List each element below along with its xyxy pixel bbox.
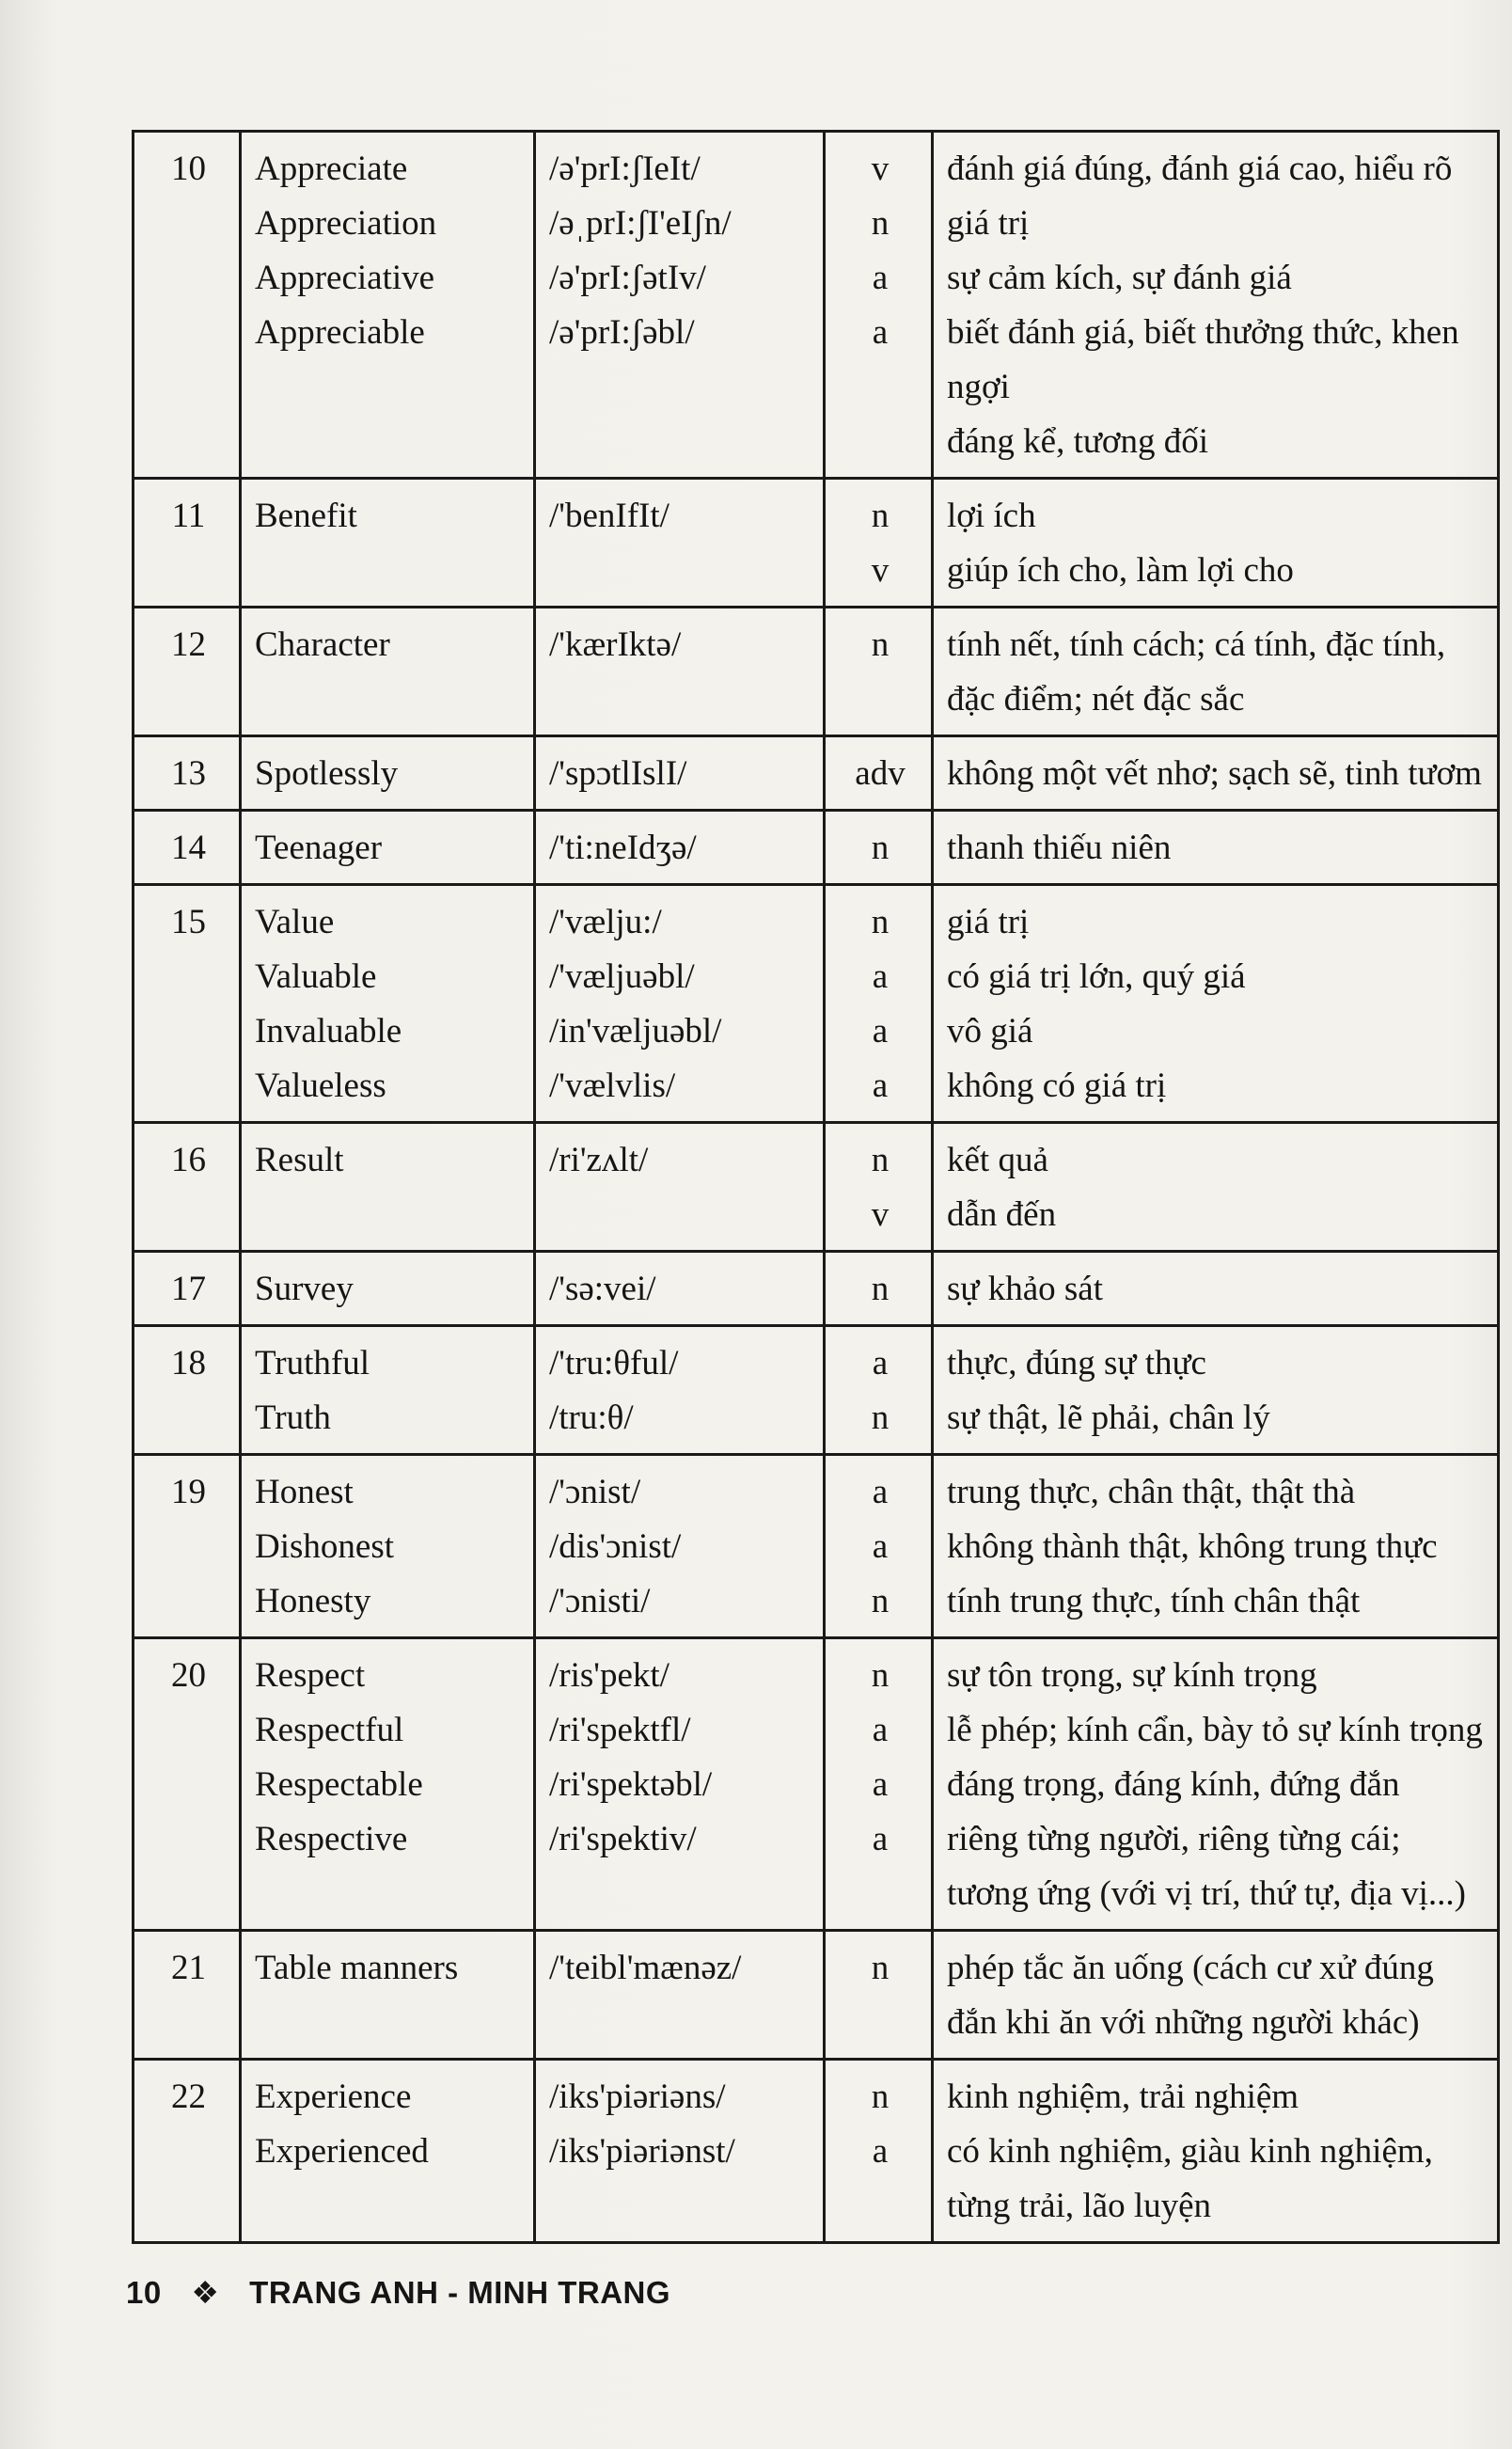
vocab-word: Honest: [255, 1473, 354, 1511]
vocab-word: Survey: [255, 1270, 354, 1308]
phonetic-transcription-cell: [535, 736, 825, 811]
meaning: thực, đúng sự thực: [947, 1344, 1206, 1382]
meaning-cell: [933, 1931, 1499, 2060]
meaning: có kinh nghiệm, giàu kinh nghiệm, từng trải, lão luyện: [947, 2132, 1433, 2225]
entry-number: 14: [134, 811, 241, 885]
part-of-speech-cell: [825, 132, 933, 479]
table-row: [134, 2060, 1499, 2243]
vocab-word: Table manners: [255, 1949, 459, 1987]
part-of-speech: n: [871, 1656, 890, 1695]
phonetic-transcription: /ə'prI:ʃəbl/: [549, 313, 695, 352]
meaning: giúp ích cho, làm lợi cho: [947, 551, 1294, 590]
phonetic-transcription: /'vælvlis/: [549, 1066, 676, 1105]
phonetic-transcription: /ə'prI:ʃətIv/: [549, 259, 706, 297]
meaning: biết đánh giá, biết thưởng thức, khen ngợi: [947, 313, 1459, 406]
vocab-word: Invaluable: [255, 1012, 402, 1051]
phonetic-transcription: /ris'pekt/: [549, 1656, 669, 1695]
vocab-word: Appreciation: [255, 204, 437, 243]
meaning: sự khảo sát: [947, 1270, 1103, 1308]
phonetic-transcription: /ə'prI:ʃIeIt/: [549, 150, 701, 188]
part-of-speech: n: [871, 903, 890, 941]
meaning: đánh giá đúng, đánh giá cao, hiểu rõ: [947, 150, 1453, 188]
phonetic-transcription: /'teibl'mænəz/: [549, 1949, 742, 1987]
vocab-word-cell: [241, 608, 535, 736]
part-of-speech: a: [872, 2132, 889, 2171]
table-row: [134, 479, 1499, 608]
part-of-speech: v: [871, 150, 890, 188]
vocab-word: Honesty: [255, 1582, 371, 1620]
phonetic-transcription-cell: [535, 1638, 825, 1931]
part-of-speech: n: [871, 497, 890, 535]
phonetic-transcription-cell: [535, 2060, 825, 2243]
vocab-word: Appreciative: [255, 259, 435, 297]
vocab-word: Teenager: [255, 829, 383, 867]
part-of-speech-cell: [825, 1252, 933, 1326]
vocab-word-cell: [241, 736, 535, 811]
meaning: lợi ích: [947, 497, 1036, 535]
vocab-word: Respect: [255, 1656, 366, 1695]
meaning-cell: [933, 608, 1499, 736]
meaning-cell: [933, 1326, 1499, 1455]
phonetic-transcription: /əˌprI:ʃI'eIʃn/: [549, 204, 732, 243]
phonetic-transcription-cell: [535, 132, 825, 479]
part-of-speech-cell: [825, 885, 933, 1123]
vocab-word: Respectable: [255, 1765, 423, 1804]
part-of-speech: n: [871, 1270, 890, 1308]
part-of-speech-cell: [825, 608, 933, 736]
phonetic-transcription-cell: [535, 1326, 825, 1455]
part-of-speech: a: [872, 1711, 889, 1749]
entry-number: 11: [134, 479, 241, 608]
entry-number: 10: [134, 132, 241, 479]
meaning-cell: [933, 1123, 1499, 1252]
meaning: riêng từng người, riêng từng cái; tương ứng (với vị trí, thứ tự, địa vị...): [947, 1820, 1467, 1913]
phonetic-transcription-cell: [535, 811, 825, 885]
part-of-speech: a: [872, 1765, 889, 1804]
phonetic-transcription: /ri'zʌlt/: [549, 1141, 649, 1179]
phonetic-transcription: /ri'spektəbl/: [549, 1765, 713, 1804]
part-of-speech: v: [871, 551, 890, 590]
part-of-speech-cell: [825, 1455, 933, 1638]
vocab-word: Spotlessly: [255, 754, 399, 793]
table-row: [134, 1931, 1499, 2060]
phonetic-transcription-cell: [535, 479, 825, 608]
vocab-word: Respectful: [255, 1711, 404, 1749]
phonetic-transcription-cell: [535, 885, 825, 1123]
phonetic-transcription-cell: [535, 1252, 825, 1326]
entry-number: 19: [134, 1455, 241, 1638]
meaning-cell: [933, 1638, 1499, 1931]
part-of-speech: adv: [855, 754, 906, 793]
meaning: dẫn đến: [947, 1195, 1057, 1234]
vocab-word-cell: [241, 2060, 535, 2243]
meaning: giá trị: [947, 903, 1030, 941]
entry-number: 13: [134, 736, 241, 811]
meaning: không một vết nhơ; sạch sẽ, tinh tươm: [947, 754, 1482, 793]
part-of-speech: n: [871, 1398, 890, 1437]
meaning: trung thực, chân thật, thật thà: [947, 1473, 1356, 1511]
vocab-word-cell: [241, 479, 535, 608]
part-of-speech: a: [872, 1820, 889, 1858]
phonetic-transcription-cell: [535, 1123, 825, 1252]
diamond-separator-icon: ❖: [191, 2275, 220, 2310]
entry-number: 16: [134, 1123, 241, 1252]
meaning-cell: [933, 479, 1499, 608]
part-of-speech: a: [872, 1344, 889, 1382]
vocab-word-cell: [241, 1931, 535, 2060]
part-of-speech: a: [872, 1066, 889, 1105]
meaning: phép tắc ăn uống (cách cư xử đúng đắn khi ăn với những người khác): [947, 1949, 1434, 2042]
meaning-cell: [933, 2060, 1499, 2243]
phonetic-transcription: /'sə:vei/: [549, 1270, 656, 1308]
meaning-cell: [933, 885, 1499, 1123]
phonetic-transcription: /iks'piəriəns/: [549, 2078, 726, 2116]
meaning-cell: [933, 1455, 1499, 1638]
meaning: vô giá: [947, 1012, 1033, 1051]
part-of-speech: n: [871, 2078, 890, 2116]
meaning: kinh nghiệm, trải nghiệm: [947, 2078, 1299, 2116]
vocab-word-cell: [241, 132, 535, 479]
part-of-speech: a: [872, 1473, 889, 1511]
vocab-word-cell: [241, 1326, 535, 1455]
phonetic-transcription-cell: [535, 1455, 825, 1638]
entry-number: 15: [134, 885, 241, 1123]
entry-number: 20: [134, 1638, 241, 1931]
vocab-word: Result: [255, 1141, 344, 1179]
part-of-speech: n: [871, 1141, 890, 1179]
meaning: sự thật, lẽ phải, chân lý: [947, 1398, 1270, 1437]
phonetic-transcription: /iks'piəriənst/: [549, 2132, 735, 2171]
part-of-speech-cell: [825, 1326, 933, 1455]
part-of-speech: n: [871, 1582, 890, 1620]
table-row: [134, 1252, 1499, 1326]
table-row: [134, 1123, 1499, 1252]
vocab-word: Truthful: [255, 1344, 370, 1382]
phonetic-transcription: /'tru:θful/: [549, 1344, 679, 1382]
meaning: sự cảm kích, sự đánh giá: [947, 259, 1292, 297]
phonetic-transcription: /tru:θ/: [549, 1398, 634, 1437]
vocabulary-table: [132, 130, 1500, 2244]
phonetic-transcription: /'væljuəbl/: [549, 957, 695, 996]
part-of-speech: a: [872, 957, 889, 996]
entry-number: 18: [134, 1326, 241, 1455]
entry-number: 22: [134, 2060, 241, 2243]
vocab-word: Appreciate: [255, 150, 408, 188]
vocab-word-cell: [241, 1455, 535, 1638]
meaning: có giá trị lớn, quý giá: [947, 957, 1246, 996]
vocab-word-cell: [241, 885, 535, 1123]
vocab-word-cell: [241, 1638, 535, 1931]
vocab-word: Experience: [255, 2078, 412, 2116]
table-row: [134, 608, 1499, 736]
phonetic-transcription: /'ɔnisti/: [549, 1582, 651, 1620]
vocab-word: Valuable: [255, 957, 377, 996]
entry-number: 21: [134, 1931, 241, 2060]
table-row: [134, 736, 1499, 811]
vocab-word: Truth: [255, 1398, 331, 1437]
meaning-cell: [933, 736, 1499, 811]
part-of-speech: n: [871, 625, 890, 664]
vocab-word-cell: [241, 811, 535, 885]
page-number: 10: [126, 2275, 162, 2310]
phonetic-transcription: /'vælju:/: [549, 903, 662, 941]
meaning-cell: [933, 1252, 1499, 1326]
vocab-word-cell: [241, 1123, 535, 1252]
meaning-cell: [933, 811, 1499, 885]
table-row: [134, 1326, 1499, 1455]
page-footer: [126, 2274, 691, 2311]
meaning: không thành thật, không trung thực: [947, 1527, 1438, 1566]
vocab-word: Benefit: [255, 497, 357, 535]
phonetic-transcription: /'ɔnist/: [549, 1473, 641, 1511]
phonetic-transcription: /dis'ɔnist/: [549, 1527, 682, 1566]
part-of-speech: a: [872, 1012, 889, 1051]
footer-authors: TRANG ANH - MINH TRANG: [249, 2275, 671, 2310]
meaning: lễ phép; kính cẩn, bày tỏ sự kính trọng: [947, 1711, 1483, 1749]
part-of-speech-cell: [825, 2060, 933, 2243]
phonetic-transcription: /'kærIktə/: [549, 625, 682, 664]
vocab-word: Dishonest: [255, 1527, 394, 1566]
phonetic-transcription: /'ti:neIdʒə/: [549, 829, 697, 867]
meaning: tính trung thực, tính chân thật: [947, 1582, 1361, 1620]
phonetic-transcription: /in'væljuəbl/: [549, 1012, 722, 1051]
part-of-speech-cell: [825, 479, 933, 608]
table-row: [134, 811, 1499, 885]
entry-number: 12: [134, 608, 241, 736]
part-of-speech: a: [872, 259, 889, 297]
vocab-word: Value: [255, 903, 335, 941]
part-of-speech-cell: [825, 1931, 933, 2060]
entry-number: 17: [134, 1252, 241, 1326]
vocab-word: Character: [255, 625, 390, 664]
meaning: tính nết, tính cách; cá tính, đặc tính, đặc điểm; nét đặc sắc: [947, 625, 1446, 719]
table-row: [134, 1638, 1499, 1931]
vocab-word: Experienced: [255, 2132, 429, 2171]
table-row: [134, 1455, 1499, 1638]
part-of-speech: n: [871, 204, 890, 243]
vocab-word: Appreciable: [255, 313, 425, 352]
vocab-word: Valueless: [255, 1066, 386, 1105]
meaning: không có giá trị: [947, 1066, 1167, 1105]
part-of-speech: n: [871, 829, 890, 867]
phonetic-transcription-cell: [535, 1931, 825, 2060]
meaning: giá trị: [947, 204, 1030, 243]
part-of-speech-cell: [825, 1123, 933, 1252]
phonetic-transcription-cell: [535, 608, 825, 736]
meaning: thanh thiếu niên: [947, 829, 1172, 867]
vocab-word-cell: [241, 1252, 535, 1326]
phonetic-transcription: /'benIfIt/: [549, 497, 669, 535]
phonetic-transcription: /ri'spektiv/: [549, 1820, 697, 1858]
part-of-speech: v: [871, 1195, 890, 1234]
part-of-speech: a: [872, 1527, 889, 1566]
table-row: [134, 132, 1499, 479]
phonetic-transcription: /'spɔtlIslI/: [549, 754, 687, 793]
meaning: đáng trọng, đáng kính, đứng đắn: [947, 1765, 1400, 1804]
vocab-word: Respective: [255, 1820, 408, 1858]
part-of-speech-cell: [825, 811, 933, 885]
part-of-speech-cell: [825, 736, 933, 811]
meaning-cell: [933, 132, 1499, 479]
meaning: sự tôn trọng, sự kính trọng: [947, 1656, 1317, 1695]
table-row: [134, 885, 1499, 1123]
meaning: đáng kể, tương đối: [947, 422, 1209, 461]
part-of-speech: n: [871, 1949, 890, 1987]
part-of-speech-cell: [825, 1638, 933, 1931]
phonetic-transcription: /ri'spektfl/: [549, 1711, 691, 1749]
part-of-speech: a: [872, 313, 889, 352]
vocabulary-table-body: [134, 132, 1499, 2243]
meaning: kết quả: [947, 1141, 1048, 1179]
